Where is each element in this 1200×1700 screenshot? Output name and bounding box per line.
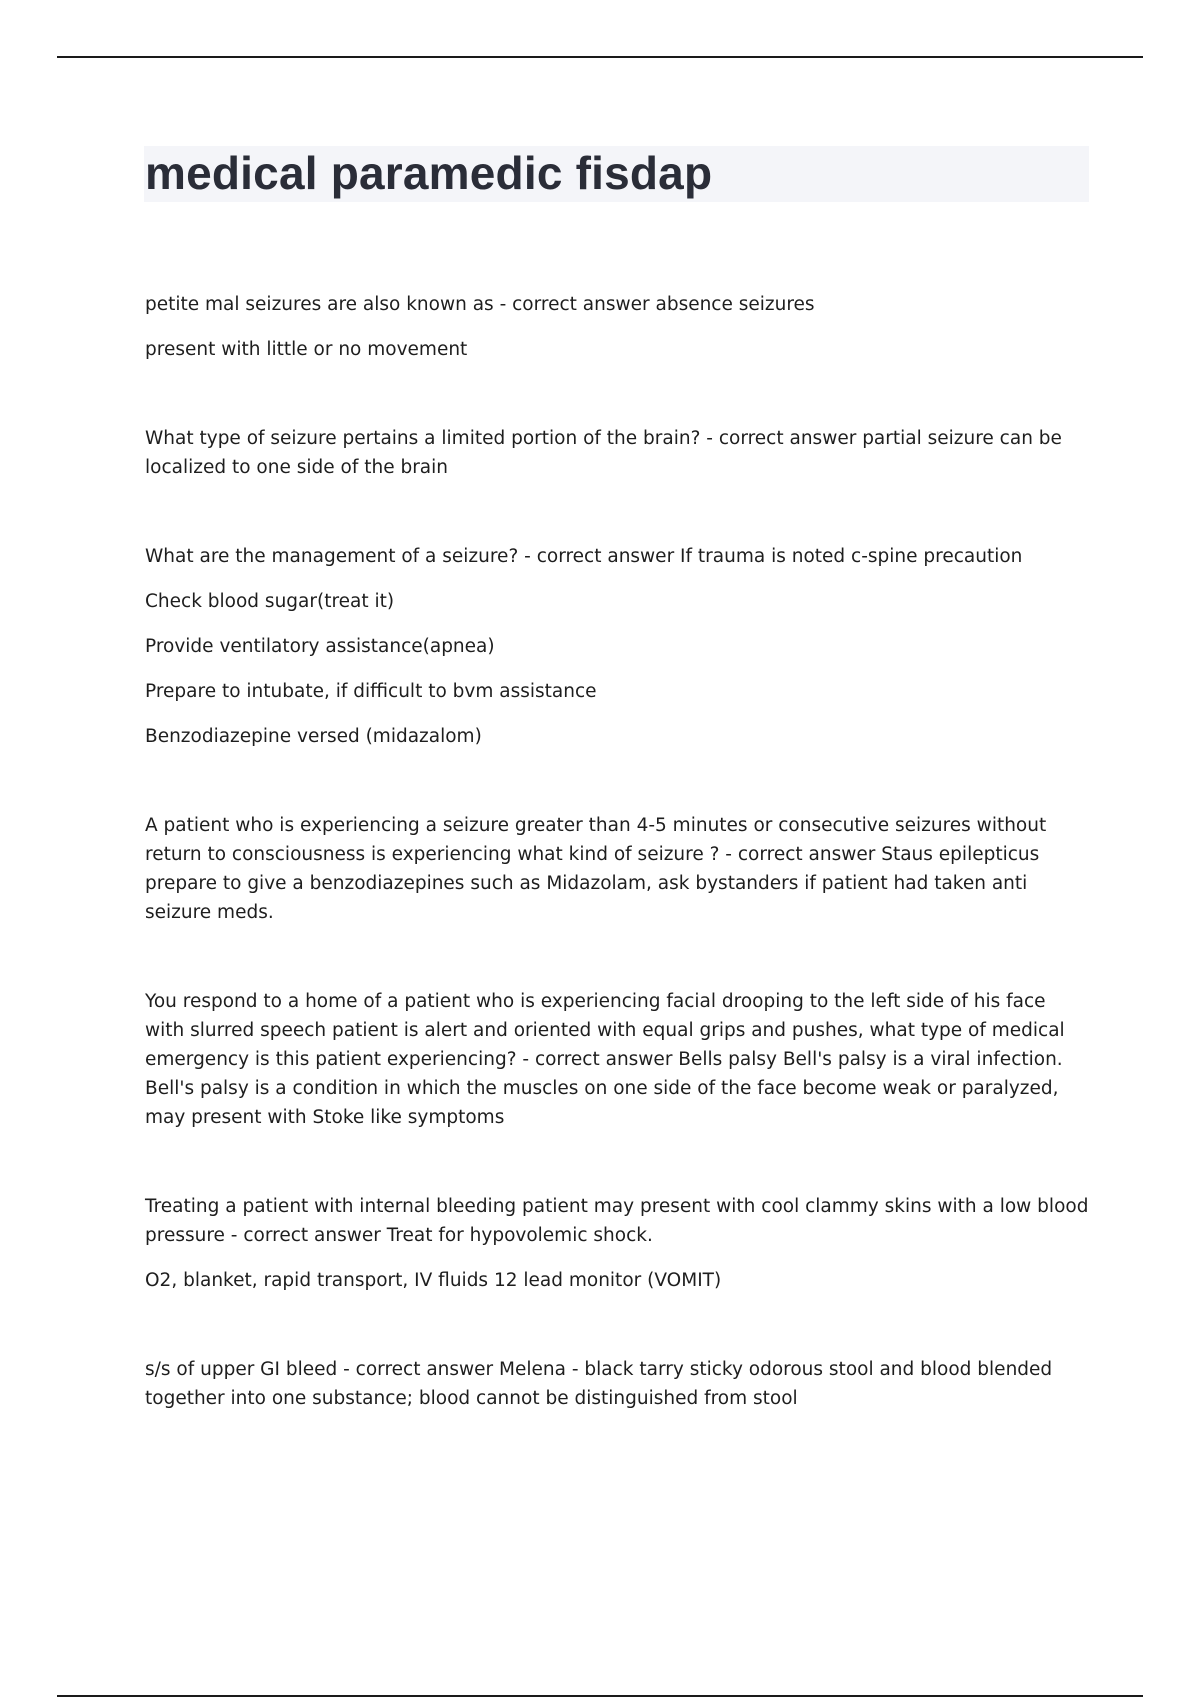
document-body bbox=[145, 290, 1090, 1413]
qa-question-line: A patient who is experiencing a seizure greater than 4-5 minutes or consecutive seizures without return to consciousness is experiencing what kind of seizure ? - correct answer Staus epilepticus prepare to give a benzodiazepines such as Midazolam, ask bystanders if patient had taken anti seizure meds. bbox=[145, 815, 1047, 923]
footer-rule bbox=[57, 1695, 1143, 1697]
qa-question-line: petite mal seizures are also known as - correct answer absence seizures bbox=[145, 294, 815, 315]
qa-question-line: You respond to a home of a patient who is experiencing facial drooping to the left side of his face with slurred speech patient is alert and oriented with equal grips and pushes, what type of medical emergency is this patient experiencing? - correct answer Bells palsy Bell's palsy is a viral infection. Bell's palsy is a condition in which the muscles on one side of the face become weak or paralyzed, may present with Stoke like symptoms bbox=[145, 991, 1065, 1128]
qa-answer-line: Benzodiazepine versed (midazalom) bbox=[145, 726, 482, 747]
qa-answer-line: O2, blanket, rapid transport, IV fluids 12 lead monitor (VOMIT) bbox=[145, 1270, 722, 1291]
qa-question-line: s/s of upper GI bleed - correct answer Melena - black tarry sticky odorous stool and blood blended together into one substance; blood cannot be distinguished from stool bbox=[145, 1359, 1053, 1409]
qa-answer-line: Provide ventilatory assistance(apnea) bbox=[145, 636, 495, 657]
qa-answer-line: Check blood sugar(treat it) bbox=[145, 591, 395, 612]
qa-answer-line: present with little or no movement bbox=[145, 339, 468, 360]
qa-question-line: Treating a patient with internal bleeding patient may present with cool clammy skins with a low blood pressure - correct answer Treat for hypovolemic shock. bbox=[145, 1196, 1089, 1246]
qa-question-line: What are the management of a seizure? - correct answer If trauma is noted c-spine precaution bbox=[145, 546, 1023, 567]
qa-answer-line: Prepare to intubate, if difficult to bvm assistance bbox=[145, 681, 597, 702]
header-rule bbox=[57, 56, 1143, 58]
document-title: medical paramedic fisdap bbox=[145, 147, 713, 199]
qa-question-line: What type of seizure pertains a limited portion of the brain? - correct answer partial seizure can be localized to one side of the brain bbox=[145, 428, 1062, 478]
